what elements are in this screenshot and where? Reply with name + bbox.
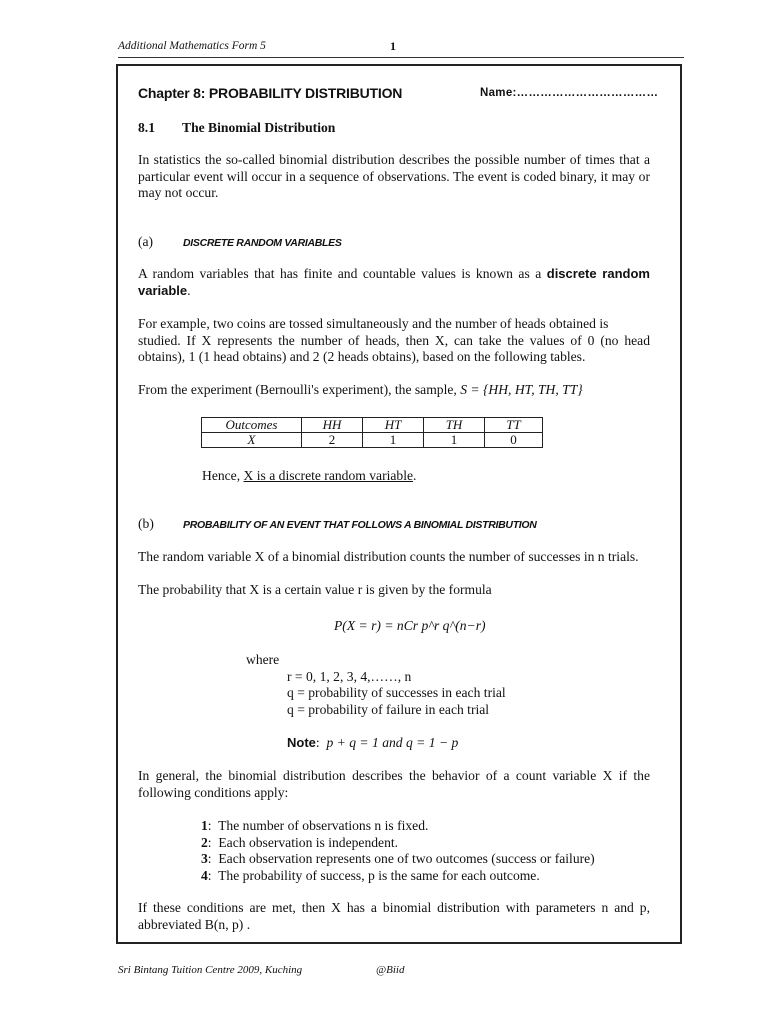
where-label: where (246, 652, 280, 667)
page-header (118, 40, 678, 52)
part-b-heading (138, 516, 650, 534)
outcomes-table (201, 417, 543, 448)
part-b-label: (b) (138, 516, 154, 531)
part-a-title: DISCRETE RANDOM VARIABLES (183, 237, 342, 249)
table-row (202, 418, 543, 433)
table-cell: HH (302, 418, 363, 433)
experiment-text: From the experiment (Bernoulli's experiment), the sample, (138, 382, 457, 397)
list-item: r = 0, 1, 2, 3, 4,……, n (287, 669, 412, 684)
binomial-formula (334, 618, 486, 634)
list-item: q = probability of successes in each trial (287, 685, 506, 701)
example-first-line: For example, two coins are tossed simultaneously and the number of heads obtained is (138, 316, 609, 331)
list-item: q = probability of failure in each trial (287, 701, 490, 717)
definition-text: A random variables that has finite and countable values is known as a (138, 266, 542, 281)
definitions-list (287, 669, 506, 718)
part-a-heading (138, 234, 650, 252)
definition-end: . (187, 282, 191, 298)
hence-line (202, 468, 642, 485)
list-item: 3: Each observation represents one of two outcomes (success or failure) (201, 851, 595, 866)
section-heading (138, 120, 650, 137)
table-row (202, 433, 543, 448)
table-cell: 0 (485, 433, 543, 448)
chapter-heading-row (138, 85, 659, 105)
hence-prefix: Hence, (202, 468, 241, 483)
example-paragraph (138, 316, 650, 366)
closing-paragraph: If these conditions are met, then X has a binomial distribution with parameters n and p, abbreviated B(n, p) . (138, 900, 650, 932)
binomial-para-1: The random variable X of a binomial distribution counts the number of successes in n trials. (138, 549, 639, 564)
example-rest: studied. If X represents the number of heads, then X, can take the values of 0 (no head obtains), 1 (1 head obtains) and 2 (2 heads obtains), based on the following tables. (138, 332, 650, 364)
header-course-title: Additional Mathematics Form 5 (118, 40, 266, 52)
hence-statement: X is a discrete random variable (243, 468, 414, 483)
part-b-title: PROBABILITY OF AN EVENT THAT FOLLOWS A BINOMIAL DISTRIBUTION (183, 519, 537, 531)
formula-text: P(X = r) = nCr p^r q^(n−r) (334, 618, 486, 633)
section-intro: In statistics the so-called binomial distribution describes the possible number of times that a particular event will occur in a sequence of observations. The event is coded binary, it may or may not occur. (138, 152, 650, 200)
section-number: 8.1 (138, 120, 155, 135)
list-item: 2: Each observation is independent. (201, 834, 399, 850)
sample-space: S = {HH, HT, TH, TT} (460, 382, 583, 397)
list-item: 4: The probability of success, p is the same for each outcome. (201, 867, 540, 883)
table-cell: 1 (424, 433, 485, 448)
part-a-label: (a) (138, 234, 154, 249)
table-cell: HT (363, 418, 424, 433)
general-conditions-intro: In general, the binomial distribution describes the behavior of a count variable X if the following conditions apply: (138, 768, 650, 800)
row-header-x: X (202, 433, 302, 448)
chapter-title: Chapter 8: PROBABILITY DISTRIBUTION (138, 85, 403, 101)
discrete-definition (138, 266, 650, 299)
table-cell: 1 (363, 433, 424, 448)
definition-term: discrete random variable (138, 266, 650, 298)
row-header-outcomes: Outcomes (202, 418, 302, 433)
footer-left: Sri Bintang Tuition Centre 2009, Kuching (118, 964, 303, 976)
table-cell: 2 (302, 433, 363, 448)
list-item: 1: The number of observations n is fixed. (201, 818, 429, 833)
note-label: Note (287, 735, 316, 750)
header-divider (118, 57, 684, 58)
section-title: The Binomial Distribution (182, 120, 336, 135)
footer-right: @Biid (376, 964, 405, 976)
name-field-label: Name:……………………………… (480, 87, 659, 99)
conditions-list (201, 818, 595, 884)
note-line: Note: p + q = 1 and q = 1 − p (287, 735, 459, 750)
hence-end: . (413, 468, 417, 483)
table-cell: TH (424, 418, 485, 433)
experiment-line (138, 382, 650, 399)
table-cell: TT (485, 418, 543, 433)
binomial-para-2: The probability that X is a certain value r is given by the formula (138, 582, 492, 597)
page-footer (118, 964, 678, 976)
page-number: 1 (390, 39, 396, 53)
note-text: p + q = 1 and q = 1 − p (326, 735, 459, 750)
